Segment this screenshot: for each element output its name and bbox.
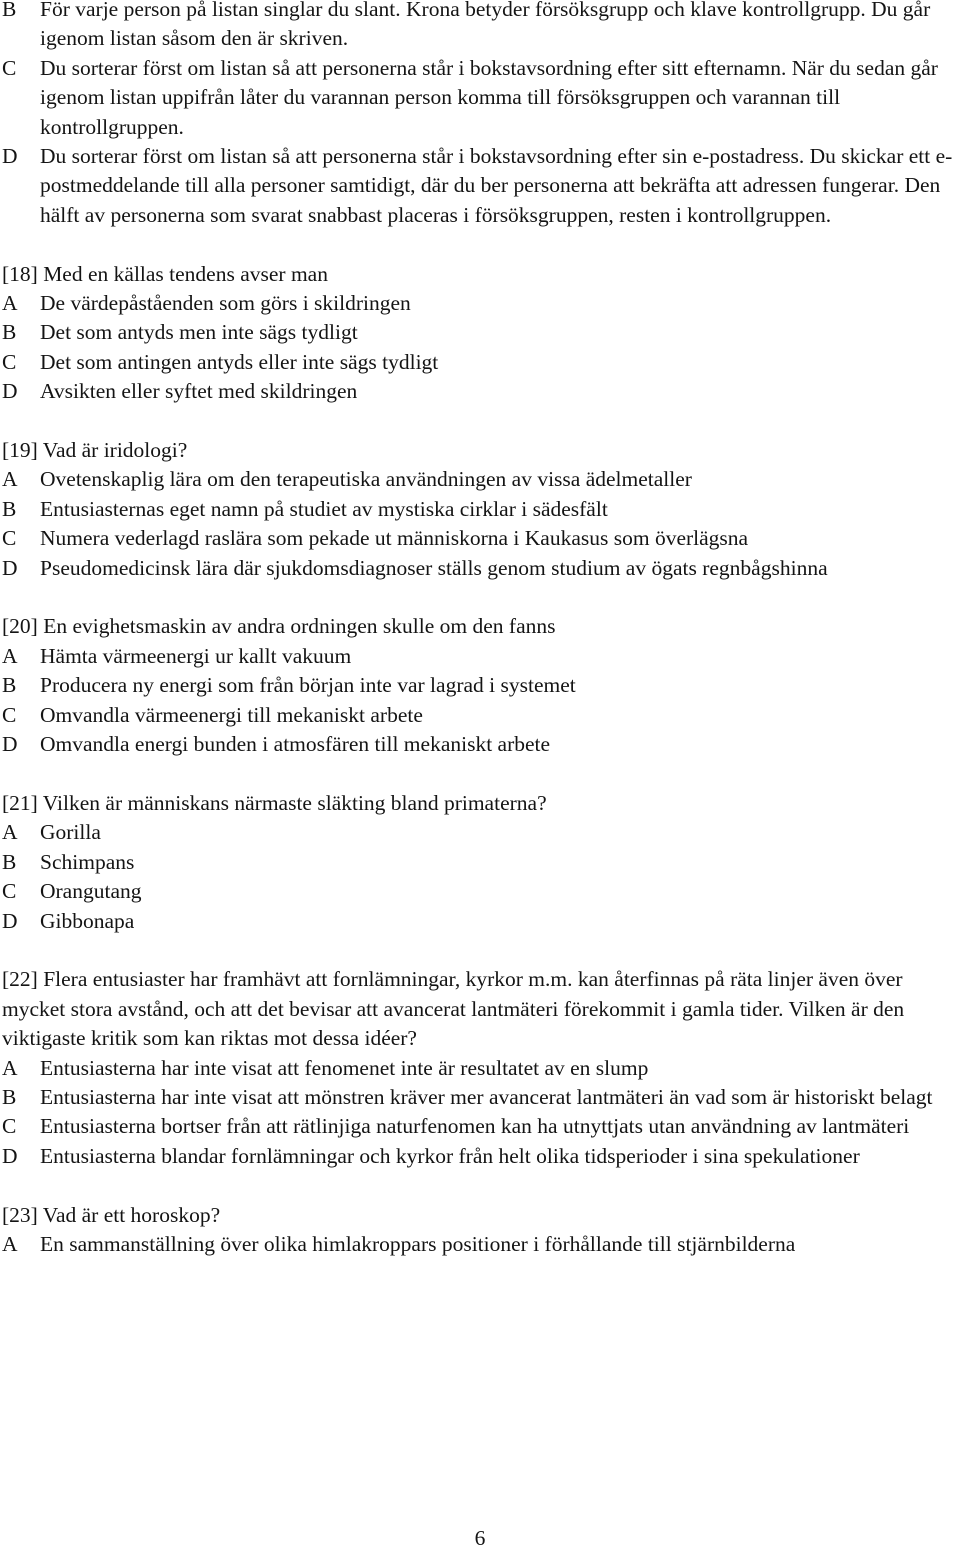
option-letter: D — [2, 555, 18, 580]
option-text: Du sorterar först om listan så att personerna står i bokstavsordning efter sitt efternamn. När du sedan går igenom listan uppifrån låter du varannan person komma till försöksgruppen och varannan till kontrollgruppen. — [40, 55, 938, 139]
option-text: Producera ny energi som från början inte var lagrad i systemet — [40, 673, 576, 698]
question-heading: [22] Flera entusiaster har framhävt att fornlämningar, kyrkor m.m. kan återfinnas på räta linjer även över mycket stora avstånd, och att det bevisar att avancerat lantmäteri förekommit i gamla tider. Vilken är den viktigaste kritik som kan riktas mot dessa idéer? — [2, 967, 905, 1051]
option-text: Entusiasterna blandar fornlämningar och kyrkor från helt olika tidsperioder i sina spekulationer — [40, 1143, 860, 1168]
question-heading: [19] Vad är iridologi? — [2, 438, 188, 463]
option-letter: D — [2, 1143, 18, 1168]
option-d — [0, 907, 960, 936]
page-number: 6 — [474, 1526, 486, 1550]
option-text: Gorilla — [40, 820, 101, 845]
option-a — [0, 289, 960, 318]
option-text: Orangutang — [40, 879, 142, 904]
option-letter: C — [2, 526, 17, 551]
option-b — [0, 318, 960, 347]
option-letter: C — [2, 702, 17, 727]
option-d — [0, 142, 960, 230]
option-letter: B — [2, 496, 17, 521]
option-text: Omvandla energi bunden i atmosfären till mekaniskt arbete — [40, 732, 551, 757]
option-c — [0, 701, 960, 730]
option-d — [0, 554, 960, 583]
option-letter: A — [2, 1231, 18, 1256]
option-letter: C — [2, 55, 17, 80]
option-text: Entusiasterna har inte visat att fenomenet inte är resultatet av en slump — [40, 1055, 649, 1080]
option-d — [0, 377, 960, 406]
option-text: Du sorterar först om listan så att personerna står i bokstavsordning efter sin e-postadress. Du skickar ett e-postmeddelande till alla personer samtidigt, där du ber personerna att bekräfta att adressen fungerar. Den hälft av personerna som svarat snabbast placeras i försöksgruppen, resten i kontrollgruppen. — [40, 144, 953, 227]
question-22 — [0, 965, 960, 1171]
option-letter: B — [2, 673, 17, 698]
option-text: Gibbonapa — [40, 908, 135, 933]
option-letter: B — [2, 320, 17, 345]
option-letter: D — [2, 908, 18, 933]
spacer — [0, 230, 960, 259]
option-letter: C — [2, 879, 17, 904]
option-text: Pseudomedicinsk lära där sjukdomsdiagnoser ställs genom studium av ögats regnbågshinna — [40, 555, 828, 580]
option-b — [0, 0, 960, 54]
option-text: Avsikten eller syftet med skildringen — [40, 379, 358, 404]
option-text: Schimpans — [40, 849, 135, 874]
option-text: De värdepåståenden som görs i skildringen — [40, 291, 411, 316]
option-c — [0, 877, 960, 906]
option-text: Ovetenskaplig lära om den terapeutiska användningen av vissa ädelmetaller — [40, 467, 692, 492]
option-text: Entusiasternas eget namn på studiet av mystiska cirklar i sädesfält — [40, 496, 608, 521]
option-b — [0, 848, 960, 877]
option-letter: B — [2, 1084, 17, 1109]
spacer — [0, 760, 960, 789]
option-text: Numera vederlagd raslära som pekade ut människorna i Kaukasus som överlägsna — [40, 526, 749, 551]
question-20 — [0, 612, 960, 759]
option-text: Det som antyds men inte sägs tydligt — [40, 320, 358, 345]
option-letter: B — [2, 849, 17, 874]
option-c — [0, 348, 960, 377]
option-letter: B — [2, 0, 17, 21]
question-heading: [20] En evighetsmaskin av andra ordningen skulle om den fanns — [2, 614, 556, 639]
spacer — [0, 1171, 960, 1200]
option-a — [0, 642, 960, 671]
option-a — [0, 818, 960, 847]
option-text: För varje person på listan singlar du slant. Krona betyder försöksgrupp och klave kontrollgrupp. Du går igenom listan såsom den är skriven. — [40, 0, 931, 51]
question-19 — [0, 436, 960, 583]
option-letter: C — [2, 1114, 17, 1139]
option-letter: D — [2, 732, 18, 757]
option-text: Hämta värmeenergi ur kallt vakuum — [40, 643, 352, 668]
spacer — [0, 936, 960, 965]
spacer — [0, 407, 960, 436]
option-text: Entusiasterna bortser från att rätlinjiga naturfenomen kan ha utnyttjats utan användning av lantmäteri — [40, 1114, 910, 1139]
option-c — [0, 1112, 960, 1141]
option-letter: D — [2, 144, 18, 169]
option-text: En sammanställning över olika himlakroppars positioner i förhållande till stjärnbilderna — [40, 1231, 796, 1256]
option-letter: A — [2, 467, 18, 492]
question-17-options — [0, 0, 960, 230]
option-letter: A — [2, 820, 18, 845]
spacer — [0, 583, 960, 612]
option-a — [0, 1230, 960, 1259]
option-c — [0, 54, 960, 142]
question-18 — [0, 260, 960, 407]
question-23 — [0, 1201, 960, 1260]
option-a — [0, 465, 960, 494]
question-21 — [0, 789, 960, 936]
option-text: Omvandla värmeenergi till mekaniskt arbete — [40, 702, 423, 727]
option-d — [0, 1142, 960, 1171]
option-letter: A — [2, 291, 18, 316]
option-b — [0, 1083, 960, 1112]
option-a — [0, 1054, 960, 1083]
option-c — [0, 524, 960, 553]
option-letter: C — [2, 349, 17, 374]
option-letter: A — [2, 643, 18, 668]
question-heading: [23] Vad är ett horoskop? — [2, 1202, 221, 1227]
option-letter: D — [2, 379, 18, 404]
option-letter: A — [2, 1055, 18, 1080]
question-heading: [18] Med en källas tendens avser man — [2, 261, 328, 286]
option-d — [0, 730, 960, 759]
question-heading: [21] Vilken är människans närmaste släkting bland primaterna? — [2, 790, 547, 815]
option-text: Entusiasterna har inte visat att mönstren kräver mer avancerat lantmäteri än vad som är historiskt belagt — [40, 1084, 933, 1109]
option-text: Det som antingen antyds eller inte sägs tydligt — [40, 349, 439, 374]
option-b — [0, 495, 960, 524]
option-b — [0, 671, 960, 700]
